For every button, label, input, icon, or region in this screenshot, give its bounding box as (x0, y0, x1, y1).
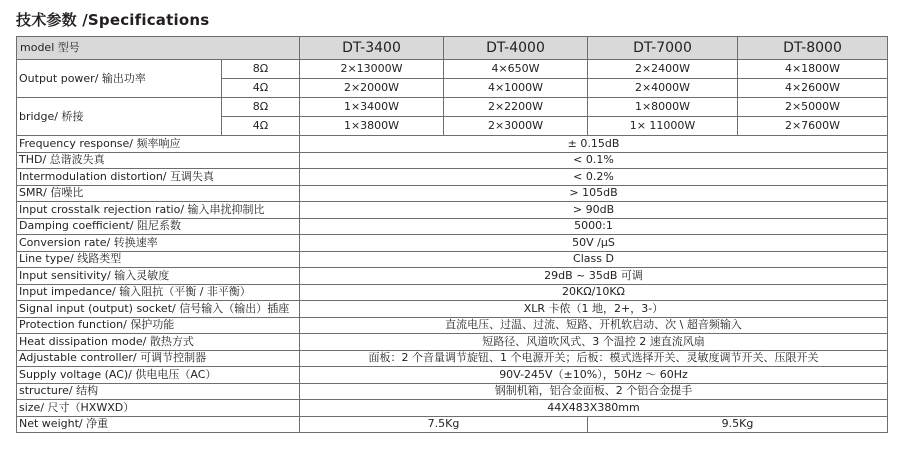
value-cell: 直流电压、过温、过流、短路、开机软启动、次 \ 超音频输入 (300, 317, 888, 334)
value-cell: 2×5000W (738, 98, 888, 117)
table-row (17, 284, 888, 301)
value-cell: 44X483X380mm (300, 400, 888, 417)
impedance-cell: 8Ω (222, 60, 300, 79)
row-label: Input sensitivity/ 输入灵敏度 (17, 268, 300, 285)
table-row (17, 218, 888, 235)
row-label: Heat dissipation mode/ 散热方式 (17, 334, 300, 351)
value-cell: 7.5Kg (300, 416, 588, 433)
table-row (17, 334, 888, 351)
impedance-cell: 4Ω (222, 117, 300, 136)
table-row (17, 301, 888, 318)
model-name: DT-4000 (444, 37, 588, 60)
row-label: Output power/ 输出功率 (17, 60, 222, 98)
row-label: size/ 尺寸（HXWXD） (17, 400, 300, 417)
row-label: structure/ 结构 (17, 383, 300, 400)
value-cell: 2×4000W (588, 79, 738, 98)
row-label: Supply voltage (AC)/ 供电电压（AC） (17, 367, 300, 384)
table-row (17, 268, 888, 285)
table-row (17, 416, 888, 433)
table-row (17, 169, 888, 186)
table-row (17, 60, 888, 79)
row-label: Net weight/ 净重 (17, 416, 300, 433)
row-label: Conversion rate/ 转换速率 (17, 235, 300, 252)
value-cell: 面板：2 个音量调节旋钮、1 个电源开关；后板：模式选择开关、灵敏度调节开关、压限开关 (300, 350, 888, 367)
row-label: SMR/ 信噪比 (17, 185, 300, 202)
value-cell: 2×2200W (444, 98, 588, 117)
model-name: DT-8000 (738, 37, 888, 60)
value-cell: 4×1800W (738, 60, 888, 79)
impedance-cell: 8Ω (222, 98, 300, 117)
value-cell: 5000:1 (300, 218, 888, 235)
table-row (17, 98, 888, 117)
table-row (17, 317, 888, 334)
spec-rows (17, 136, 888, 417)
value-cell: 2×3000W (444, 117, 588, 136)
value-cell: < 0.1% (300, 152, 888, 169)
row-label: Input crosstalk rejection ratio/ 输入串扰抑制比 (17, 202, 300, 219)
model-name: DT-3400 (300, 37, 444, 60)
table-row (17, 136, 888, 153)
model-name: DT-7000 (588, 37, 738, 60)
impedance-cell: 4Ω (222, 79, 300, 98)
specifications-table (16, 36, 888, 433)
table-row (17, 235, 888, 252)
value-cell: 2×13000W (300, 60, 444, 79)
value-cell: 90V-245V（±10%），50Hz ～ 60Hz (300, 367, 888, 384)
value-cell: 20KΩ/10KΩ (300, 284, 888, 301)
value-cell: 短路径、风道吹风式、3 个温控 2 速直流风扇 (300, 334, 888, 351)
table-row (17, 185, 888, 202)
table-row (17, 152, 888, 169)
row-label: Protection function/ 保护功能 (17, 317, 300, 334)
value-cell: 50V /µS (300, 235, 888, 252)
value-cell: 1×8000W (588, 98, 738, 117)
row-label: Damping coefficient/ 阻尼系数 (17, 218, 300, 235)
page-title: 技术参数 /Specifications (16, 11, 210, 29)
value-cell: > 105dB (300, 185, 888, 202)
value-cell: 2×2000W (300, 79, 444, 98)
value-cell: ± 0.15dB (300, 136, 888, 153)
table-row (17, 202, 888, 219)
table-row (17, 251, 888, 268)
value-cell: XLR 卡侬（1 地，2+，3-） (300, 301, 888, 318)
value-cell: > 90dB (300, 202, 888, 219)
value-cell: 9.5Kg (588, 416, 888, 433)
value-cell: 钢制机箱，铝合金面板、2 个铝合金提手 (300, 383, 888, 400)
value-cell: 2×7600W (738, 117, 888, 136)
value-cell: 29dB ~ 35dB 可调 (300, 268, 888, 285)
row-label: Line type/ 线路类型 (17, 251, 300, 268)
value-cell: < 0.2% (300, 169, 888, 186)
row-label: Signal input (output) socket/ 信号输入（输出）插座 (17, 301, 300, 318)
header-row (17, 37, 888, 60)
value-cell: 2×2400W (588, 60, 738, 79)
value-cell: 4×2600W (738, 79, 888, 98)
value-cell: 1×3400W (300, 98, 444, 117)
value-cell: 4×650W (444, 60, 588, 79)
model-label: model 型号 (17, 37, 300, 60)
row-label: Input impedance/ 输入阻抗（平衡 / 非平衡） (17, 284, 300, 301)
table-row (17, 400, 888, 417)
table-row (17, 383, 888, 400)
row-label: THD/ 总谐波失真 (17, 152, 300, 169)
table-row (17, 367, 888, 384)
row-label: Intermodulation distortion/ 互调失真 (17, 169, 300, 186)
row-label: bridge/ 桥接 (17, 98, 222, 136)
table-row (17, 350, 888, 367)
row-label: Adjustable controller/ 可调节控制器 (17, 350, 300, 367)
value-cell: 1×3800W (300, 117, 444, 136)
row-label: Frequency response/ 频率响应 (17, 136, 300, 153)
value-cell: 1× 11000W (588, 117, 738, 136)
value-cell: Class D (300, 251, 888, 268)
value-cell: 4×1000W (444, 79, 588, 98)
